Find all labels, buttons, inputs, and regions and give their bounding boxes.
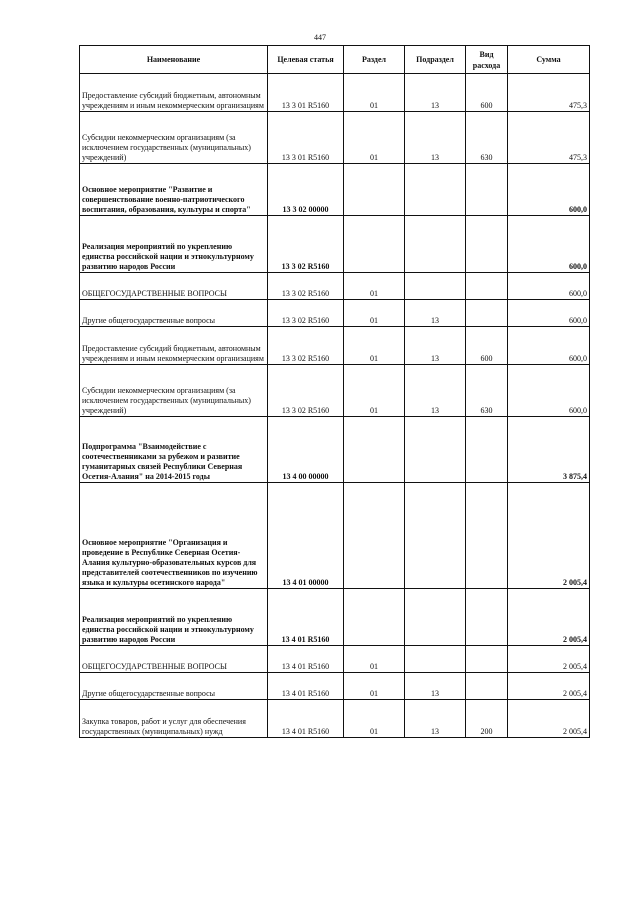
cell-code: 13 3 02 R5160 — [268, 273, 344, 300]
table-row — [80, 216, 590, 273]
cell-subsection: 13 — [405, 365, 466, 417]
cell-exptype — [466, 300, 508, 327]
table-row — [80, 273, 590, 300]
cell-section — [344, 164, 405, 216]
cell-name: ОБЩЕГОСУДАРСТВЕННЫЕ ВОПРОСЫ — [80, 646, 268, 673]
cell-section — [344, 483, 405, 589]
cell-exptype: 200 — [466, 700, 508, 738]
header-exptype: Вид расхода — [466, 46, 508, 74]
table-row — [80, 589, 590, 646]
cell-exptype — [466, 273, 508, 300]
cell-subsection: 13 — [405, 74, 466, 112]
cell-section: 01 — [344, 365, 405, 417]
cell-subsection — [405, 483, 466, 589]
table-row — [80, 483, 590, 589]
cell-amount: 600,0 — [508, 300, 590, 327]
cell-section: 01 — [344, 300, 405, 327]
cell-subsection — [405, 273, 466, 300]
cell-code: 13 3 02 R5160 — [268, 365, 344, 417]
cell-name: Другие общегосударственные вопросы — [80, 300, 268, 327]
cell-exptype — [466, 417, 508, 483]
cell-name: Предоставление субсидий бюджетным, автономным учреждениям и иным некоммерческим организациям — [80, 74, 268, 112]
cell-name: Другие общегосударственные вопросы — [80, 673, 268, 700]
cell-name: Закупка товаров, работ и услуг для обеспечения государственных (муниципальных) нужд — [80, 700, 268, 738]
cell-amount: 475,3 — [508, 112, 590, 164]
cell-section: 01 — [344, 273, 405, 300]
table-body — [80, 74, 590, 738]
cell-section: 01 — [344, 112, 405, 164]
cell-amount: 600,0 — [508, 327, 590, 365]
cell-subsection — [405, 417, 466, 483]
cell-exptype: 600 — [466, 74, 508, 112]
cell-amount: 2 005,4 — [508, 589, 590, 646]
cell-code: 13 4 01 R5160 — [268, 700, 344, 738]
cell-amount: 600,0 — [508, 216, 590, 273]
cell-exptype — [466, 589, 508, 646]
cell-name: Субсидии некоммерческим организациям (за исключением государственных (муниципальных) учреждений) — [80, 112, 268, 164]
cell-section — [344, 417, 405, 483]
cell-name: Реализация мероприятий по укреплению единства российской нации и этнокультурному развитию народов России — [80, 589, 268, 646]
table-row — [80, 300, 590, 327]
cell-code: 13 3 02 00000 — [268, 164, 344, 216]
cell-subsection — [405, 164, 466, 216]
page-number: 447 — [314, 33, 326, 42]
header-section: Раздел — [344, 46, 405, 74]
cell-exptype — [466, 216, 508, 273]
cell-code: 13 3 02 R5160 — [268, 300, 344, 327]
cell-name: Предоставление субсидий бюджетным, автономным учреждениям и иным некоммерческим организациям — [80, 327, 268, 365]
cell-exptype: 630 — [466, 112, 508, 164]
table-row — [80, 74, 590, 112]
cell-code: 13 4 01 R5160 — [268, 673, 344, 700]
header-subsection: Подраздел — [405, 46, 466, 74]
cell-subsection: 13 — [405, 327, 466, 365]
header-row — [80, 46, 590, 74]
table-row — [80, 365, 590, 417]
cell-exptype: 630 — [466, 365, 508, 417]
cell-name: Подпрограмма "Взаимодействие с соотечественниками за рубежом и развитие гуманитарных связей Республики Северная Осетия-Алания" на 2014-2015 годы — [80, 417, 268, 483]
table-row — [80, 673, 590, 700]
cell-section: 01 — [344, 700, 405, 738]
header-code: Целевая статья — [268, 46, 344, 74]
cell-section: 01 — [344, 646, 405, 673]
cell-exptype — [466, 673, 508, 700]
cell-exptype — [466, 483, 508, 589]
cell-name: Основное мероприятие "Организация и проведение в Республике Северная Осетия-Алания культурно-образовательных курсов для представителей соотечественников по изучению языка и культуры осетинского народа" — [80, 483, 268, 589]
cell-code: 13 3 01 R5160 — [268, 112, 344, 164]
cell-amount: 2 005,4 — [508, 646, 590, 673]
cell-code: 13 3 02 R5160 — [268, 216, 344, 273]
cell-section: 01 — [344, 673, 405, 700]
cell-code: 13 4 00 00000 — [268, 417, 344, 483]
table-row — [80, 646, 590, 673]
budget-table — [79, 45, 590, 738]
cell-code: 13 4 01 00000 — [268, 483, 344, 589]
cell-amount: 600,0 — [508, 164, 590, 216]
table-row — [80, 700, 590, 738]
header-amount: Сумма — [508, 46, 590, 74]
cell-subsection: 13 — [405, 673, 466, 700]
cell-amount: 2 005,4 — [508, 700, 590, 738]
cell-name: ОБЩЕГОСУДАРСТВЕННЫЕ ВОПРОСЫ — [80, 273, 268, 300]
cell-code: 13 3 02 R5160 — [268, 327, 344, 365]
cell-section: 01 — [344, 74, 405, 112]
cell-section — [344, 589, 405, 646]
cell-section — [344, 216, 405, 273]
cell-amount: 475,3 — [508, 74, 590, 112]
cell-amount: 600,0 — [508, 365, 590, 417]
cell-code: 13 4 01 R5160 — [268, 589, 344, 646]
cell-name: Реализация мероприятий по укреплению единства российской нации и этнокультурному развитию народов России — [80, 216, 268, 273]
cell-subsection — [405, 646, 466, 673]
cell-exptype: 600 — [466, 327, 508, 365]
cell-name: Субсидии некоммерческим организациям (за исключением государственных (муниципальных) учреждений) — [80, 365, 268, 417]
table-row — [80, 417, 590, 483]
header-name: Наименование — [80, 46, 268, 74]
cell-subsection: 13 — [405, 700, 466, 738]
table-row — [80, 327, 590, 365]
cell-amount: 600,0 — [508, 273, 590, 300]
cell-exptype — [466, 164, 508, 216]
cell-name: Основное мероприятие "Развитие и совершенствование военно-патриотического воспитания, образования, культуры и спорта" — [80, 164, 268, 216]
cell-section: 01 — [344, 327, 405, 365]
cell-exptype — [466, 646, 508, 673]
cell-code: 13 4 01 R5160 — [268, 646, 344, 673]
cell-subsection — [405, 216, 466, 273]
cell-amount: 2 005,4 — [508, 673, 590, 700]
table-row — [80, 112, 590, 164]
cell-code: 13 3 01 R5160 — [268, 74, 344, 112]
cell-amount: 3 875,4 — [508, 417, 590, 483]
cell-subsection: 13 — [405, 112, 466, 164]
cell-amount: 2 005,4 — [508, 483, 590, 589]
cell-subsection — [405, 589, 466, 646]
cell-subsection: 13 — [405, 300, 466, 327]
table-row — [80, 164, 590, 216]
